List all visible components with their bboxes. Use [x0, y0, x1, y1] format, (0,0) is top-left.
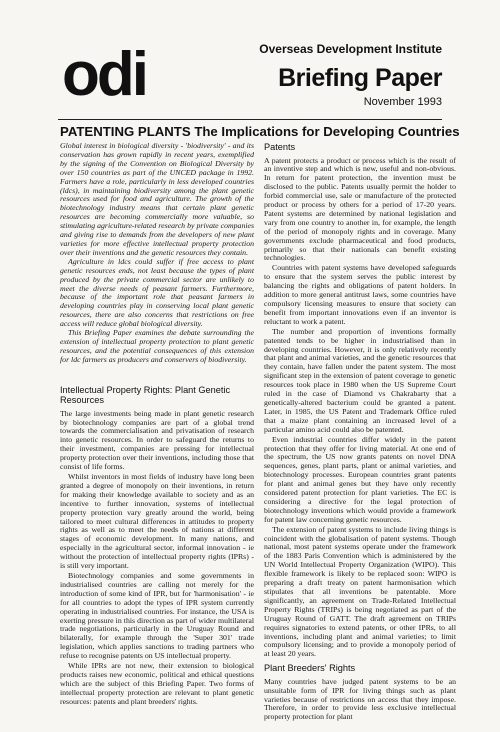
- body-paragraph: Whilst inventors in most fields of industry have long been granted a degree of monopoly on their inventions, in return for making their knowledge available to society and as an incentive to further innovation, systems of intellectual property protection vary greatly around the world, being tailored to meet cultural differences in attitudes to property rights as well as to meet the needs of nations at different stages of economic development. In many nations, and especially in the agricultural sector, informal innovation - ie without the protection of intellectual property rights (IPRs) - is still very important.: [60, 472, 254, 571]
- body-paragraph: Countries with patent systems have developed safeguards to ensure that the system serves the public interest by balancing the rights and obligations of patent holders. In addition to more general antitrust laws, some countries have compulsory licensing measures to ensure that society can benefit from important innovations even if an inventor is reluctant to work a patent.: [264, 263, 456, 326]
- odi-logo: odi: [62, 40, 146, 109]
- header-rule: [58, 119, 442, 120]
- body-paragraph: The large investments being made in plant genetic research by biotechnology companies are part of a global trend towards the commercialisation and privatisation of research into genetic resources. In order to safeguard the returns to their investment, companies are pressing for intellectual property protection over their inventions, including those that consist of life forms.: [60, 408, 254, 472]
- left-column: [60, 142, 254, 708]
- body-paragraph: Even industrial countries differ widely in the patent protection that they offer for living material. At one end of the spectrum, the US now grants patents on novel DNA sequences, genes, plant parts, plant or animal varieties, and biotechnology processes. European countries grant patents for plant and animal genes but they have only recently considered patent protection for plant varieties. The EC is considering a directive for the legal protection of biotechnology inventions which would provide a framework for patent law concerning genetic resources.: [264, 434, 456, 524]
- body-paragraph: Many countries have judged patent systems to be an unsuitable form of IPR for living things such as plant varieties because of restrictions on access that they impose. Therefore, in order to provide less exclusive intellectual property protection for plant: [264, 676, 456, 722]
- body-paragraph: The number and proportion of inventions formally patented tends to be higher in industrialised than in developing countries. However, it is only relatively recently that plant and animal varieties, and the genetic resources that they contain, have fallen under the patent system. The most significant step in the extension of patent coverage to genetic resources took place in 1980 when the US Supreme Court ruled in the case of Diamond vs Chakrabarty that a genetically-altered bacterium could be granted a patent. Later, in 1985, the US Patent and Trademark Office ruled that a maize plant containing an increased level of a particular amino acid could also be patented.: [264, 326, 456, 434]
- body-paragraph: The extension of patent systems to include living things is coincident with the globalisation of patent systems. Though national, most patent systems operate under the framework of the 1883 Paris Convention which is administered by the UN World Intellectual Property Organization (WIPO). This flexible framework is likely to be replaced soon: WIPO is preparing a draft treaty on patent harmonisation which stipulates that all inventions be patentable. More significantly, an agreement on Trade-Related Intellectual Property Rights (TRIPs) is being negotiated as part of the Uruguay Round of GATT. The draft agreement on TRIPs requires signatories to extend patents, or other IPRs, to all inventions, including plant and animal varieties; to limit compulsory licensing; and to provide a monopoly period of at least 20 years.: [264, 524, 456, 659]
- section-heading-patents: Patents: [264, 142, 296, 152]
- section-heading-plant-breeders-rights: Plant Breeders' Rights: [264, 663, 356, 674]
- right-column: [264, 142, 456, 723]
- page-title: PATENTING PLANTS The Implications for Developing Countries: [60, 124, 460, 139]
- body-paragraph: While IPRs are not new, their extension to biological products raises new economic, political and ethical questions which are the subject of this Briefing Paper. Two forms of intellectual property protection are relevant to plant genetic resources: patents and plant breeders' rights.: [60, 661, 254, 706]
- ipr-section-body: [60, 410, 254, 707]
- section-heading-ipr: Intellectual Property Rights: Plant Genetic Resources: [60, 384, 231, 406]
- pbr-section-body: [264, 678, 456, 723]
- series-title: Briefing Paper: [278, 64, 442, 92]
- body-paragraph: A patent protects a product or process which is the result of an inventive step and which is new, useful and non-obvious. In return for patent protection, the invention must be disclosed to the public. Patents usually permit the holder to forbid commercial use, sale or manufacture of the protected product or process by others for a period of 17-20 years. Patent systems are determined by national legislation and vary from one country to another in, for example, the length of the period of monopoly rights and in coverage. Many governments exclude pharmaceutical and food products, primarily so that their nationals can benefit existing technologies.: [264, 155, 456, 263]
- intro-summary: [60, 142, 254, 365]
- patents-section-body: [264, 157, 456, 660]
- intro-paragraph: Global interest in biological diversity - 'biodiversity' - and its conservation has grown rapidly in recent years, exemplified by the signing of the Convention on Biological Diversity by over 150 countries as part of the UNCED package in 1992. Farmers have a role, particularly in less developed countries (ldcs), in maintaining biodiversity among the plant genetic resources used for food and agriculture. The growth of the biotechnology industry means that certain plant genetic resources are becoming commercially more valuable, so stimulating agriculture-related research by private companies and giving rise to demands from the developers of new plant varieties for more effective intellectual property protection over their inventions and the genetic resources they contain.: [60, 141, 254, 257]
- intro-paragraph: Agriculture in ldcs could suffer if free access to plant genetic resources ends, not least because the types of plant produced by the private commercial sector are unlikely to meet the diverse needs of peasant farmers. Furthermore, because of the important role that peasant farmers in developing countries play in conserving local plant genetic resources, there are also concerns that restrictions on free access will reduce global biological diversity.: [60, 256, 254, 329]
- organization-name: Overseas Development Institute: [259, 42, 442, 56]
- publication-date: November 1993: [363, 96, 442, 108]
- body-paragraph: Biotechnology companies and some governments in industrialised countries are calling not merely for the introduction of some kind of IPR, but for 'harmonisation' - ie for all countries to adopt the types of IPR system currently operating in industrialised countries. For instance, the USA is exerting pressure in this direction as part of wider multilateral trade negotiations, particularly in the Uruguay Round and bilaterally, for example through the 'Super 301' trade legislation, which applies sanctions to trading partners who refuse to recognise patents on US intellectual property.: [60, 570, 254, 661]
- intro-paragraph: This Briefing Paper examines the debate surrounding the extension of intellectual property protection to plant genetic resources, and the potential consequences of this extension for ldc farmers as producers and conservers of biodiversity.: [60, 328, 254, 364]
